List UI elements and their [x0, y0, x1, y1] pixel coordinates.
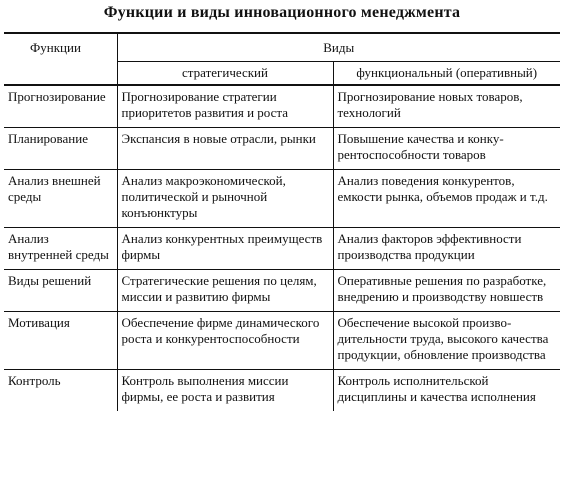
header-strategic: стратегический: [117, 62, 333, 86]
header-row-top: [4, 33, 560, 62]
table-row: [4, 370, 560, 412]
cell-function: Анализ внешней среды: [4, 170, 117, 228]
cell-function: Анализ внутренней среды: [4, 228, 117, 270]
cell-strategic: Прогнозирование стратегии приоритетов развития и роста: [117, 85, 333, 128]
cell-function: Контроль: [4, 370, 117, 412]
cell-function: Планирование: [4, 128, 117, 170]
cell-function: Прогнозирование: [4, 85, 117, 128]
cell-strategic: Контроль выполнения миссии фирмы, ее роста и развития: [117, 370, 333, 412]
cell-strategic: Анализ конкурентных преимуществ фирмы: [117, 228, 333, 270]
header-functional: функциональный (оперативный): [333, 62, 560, 86]
header-functions: Функции: [4, 33, 117, 85]
header-types: Виды: [117, 33, 560, 62]
cell-functional: Анализ факторов эффективности производства продукции: [333, 228, 560, 270]
cell-function: Виды решений: [4, 270, 117, 312]
table-row: [4, 85, 560, 128]
cell-strategic: Обеспечение фирме динамического роста и конкурентоспособности: [117, 312, 333, 370]
table-row: [4, 312, 560, 370]
cell-function: Мотивация: [4, 312, 117, 370]
table-title: Функции и виды инновационного менеджмента: [103, 4, 461, 21]
cell-strategic: Экспансия в новые отрасли, рынки: [117, 128, 333, 170]
table-row: [4, 128, 560, 170]
cell-strategic: Анализ макроэкономической, политической и рыночной конъюнктуры: [117, 170, 333, 228]
table-row: [4, 270, 560, 312]
table-row: [4, 228, 560, 270]
innovation-management-table: [4, 32, 560, 411]
cell-functional: Оперативные решения по разработке, внедрению и производству новшеств: [333, 270, 560, 312]
cell-functional: Контроль исполнительской дисциплины и качества исполнения: [337, 373, 536, 404]
cell-functional: Анализ поведения конкурентов, емкости рынка, объемов продаж и т.д.: [333, 170, 560, 228]
cell-functional: Повышение качества и конкурентоспособности товаров: [333, 128, 560, 170]
cell-functional: Обеспечение высокой производительности труда, высокого качества продукции, обновление производства: [333, 312, 560, 370]
cell-functional: Прогнозирование новых товаров, технологий: [333, 85, 560, 128]
cell-strategic: Стратегические решения по целям, миссии и развитию фирмы: [117, 270, 333, 312]
table-row: [4, 170, 560, 228]
